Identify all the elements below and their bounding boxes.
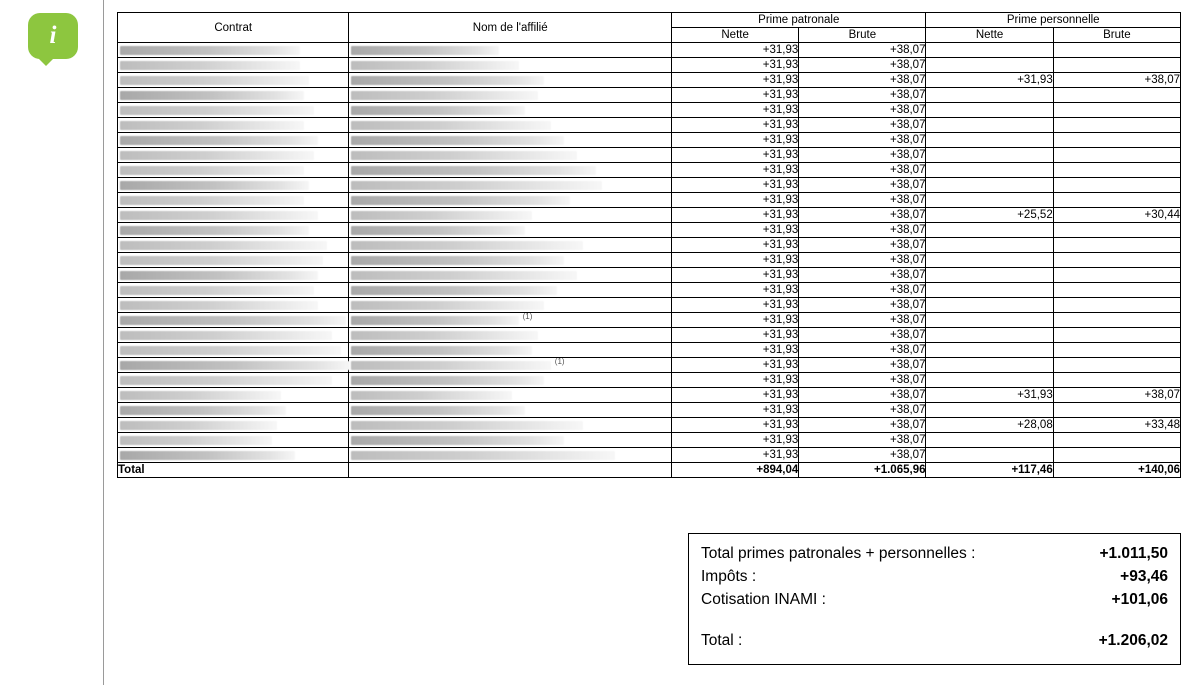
cell-personnelle-nette	[926, 403, 1053, 418]
cell-patronale-brute: +38,07	[799, 283, 926, 298]
cell-contrat	[118, 283, 349, 298]
cell-personnelle-nette: +25,52	[926, 208, 1053, 223]
cell-nom-affilie	[349, 88, 672, 103]
table-row[interactable]	[118, 268, 1181, 283]
cell-personnelle-brute	[1053, 223, 1180, 238]
cell-contrat	[118, 73, 349, 88]
table-row[interactable]	[118, 328, 1181, 343]
table-row[interactable]	[118, 358, 1181, 373]
cell-patronale-nette: +31,93	[672, 73, 799, 88]
cell-patronale-brute: +38,07	[799, 418, 926, 433]
cell-patronale-nette: +31,93	[672, 118, 799, 133]
cell-patronale-brute: +38,07	[799, 118, 926, 133]
table-row[interactable]	[118, 118, 1181, 133]
cell-nom-affilie	[349, 178, 672, 193]
cell-patronale-brute: +38,07	[799, 403, 926, 418]
cell-patronale-brute: +38,07	[799, 433, 926, 448]
vertical-divider	[103, 0, 104, 685]
table-row[interactable]	[118, 148, 1181, 163]
cell-personnelle-brute	[1053, 253, 1180, 268]
cell-patronale-brute: +38,07	[799, 268, 926, 283]
cell-patronale-brute: +38,07	[799, 373, 926, 388]
cell-patronale-brute: +38,07	[799, 58, 926, 73]
cell-personnelle-brute	[1053, 118, 1180, 133]
cell-patronale-brute: +38,07	[799, 313, 926, 328]
cell-nom-affilie	[349, 373, 672, 388]
column-header-prime-patronale: Prime patronale	[672, 13, 926, 28]
cell-patronale-brute: +38,07	[799, 88, 926, 103]
table-row[interactable]	[118, 103, 1181, 118]
cell-nom-affilie	[349, 223, 672, 238]
total-label: Total	[118, 463, 349, 478]
cell-patronale-nette: +31,93	[672, 253, 799, 268]
column-header-personnelle-nette: Nette	[926, 28, 1053, 43]
cell-personnelle-nette	[926, 253, 1053, 268]
cell-patronale-brute: +38,07	[799, 73, 926, 88]
cell-contrat	[118, 373, 349, 388]
premiums-table	[117, 12, 1181, 478]
cell-personnelle-nette	[926, 433, 1053, 448]
cell-patronale-brute: +38,07	[799, 358, 926, 373]
cell-nom-affilie	[349, 328, 672, 343]
cell-personnelle-brute	[1053, 238, 1180, 253]
cell-personnelle-nette	[926, 103, 1053, 118]
cell-contrat	[118, 253, 349, 268]
cell-patronale-nette: +31,93	[672, 328, 799, 343]
cell-personnelle-brute	[1053, 268, 1180, 283]
cell-personnelle-nette	[926, 238, 1053, 253]
cell-contrat	[118, 193, 349, 208]
cell-patronale-nette: +31,93	[672, 103, 799, 118]
cell-contrat	[118, 298, 349, 313]
table-row[interactable]	[118, 88, 1181, 103]
cell-personnelle-nette	[926, 163, 1053, 178]
premiums-table-container	[117, 12, 1181, 478]
cell-personnelle-nette	[926, 313, 1053, 328]
table-row[interactable]	[118, 133, 1181, 148]
cell-personnelle-nette	[926, 328, 1053, 343]
cell-contrat	[118, 358, 349, 373]
cell-personnelle-brute	[1053, 403, 1180, 418]
cell-personnelle-brute	[1053, 133, 1180, 148]
summary-total-row	[701, 629, 1168, 652]
total-personnelle-nette: +117,46	[926, 463, 1053, 478]
cell-personnelle-brute	[1053, 313, 1180, 328]
cell-personnelle-nette	[926, 298, 1053, 313]
cell-personnelle-nette	[926, 178, 1053, 193]
cell-contrat	[118, 88, 349, 103]
cell-personnelle-brute	[1053, 163, 1180, 178]
cell-patronale-brute: +38,07	[799, 163, 926, 178]
cell-personnelle-brute	[1053, 433, 1180, 448]
cell-nom-affilie	[349, 403, 672, 418]
cell-patronale-brute: +38,07	[799, 43, 926, 58]
cell-personnelle-brute: +38,07	[1053, 388, 1180, 403]
summary-label-total: Total :	[701, 632, 743, 649]
cell-personnelle-nette	[926, 268, 1053, 283]
cell-personnelle-brute	[1053, 148, 1180, 163]
cell-nom-affilie	[349, 388, 672, 403]
cell-personnelle-nette	[926, 88, 1053, 103]
total-patronale-brute: +1.065,96	[799, 463, 926, 478]
table-header	[118, 13, 1181, 43]
cell-patronale-nette: +31,93	[672, 433, 799, 448]
cell-personnelle-brute: +33,48	[1053, 418, 1180, 433]
total-patronale-nette: +894,04	[672, 463, 799, 478]
total-blank-cell	[349, 463, 672, 478]
cell-personnelle-nette	[926, 148, 1053, 163]
cell-patronale-nette: +31,93	[672, 418, 799, 433]
cell-personnelle-brute	[1053, 358, 1180, 373]
table-row[interactable]	[118, 178, 1181, 193]
column-header-prime-personnelle: Prime personnelle	[926, 13, 1181, 28]
table-row[interactable]	[118, 343, 1181, 358]
cell-contrat	[118, 403, 349, 418]
cell-nom-affilie	[349, 283, 672, 298]
cell-contrat	[118, 43, 349, 58]
cell-patronale-nette: +31,93	[672, 373, 799, 388]
cell-personnelle-nette	[926, 58, 1053, 73]
table-footer	[118, 463, 1181, 478]
cell-nom-affilie	[349, 43, 672, 58]
table-row[interactable]	[118, 373, 1181, 388]
cell-contrat	[118, 448, 349, 463]
cell-patronale-brute: +38,07	[799, 208, 926, 223]
cell-nom-affilie	[349, 163, 672, 178]
cell-personnelle-brute	[1053, 178, 1180, 193]
summary-value-impots: +93,46	[1120, 568, 1168, 585]
footnote-marker: (1)	[522, 312, 533, 321]
cell-personnelle-brute	[1053, 103, 1180, 118]
cell-personnelle-nette: +31,93	[926, 388, 1053, 403]
cell-patronale-nette: +31,93	[672, 163, 799, 178]
cell-nom-affilie	[349, 103, 672, 118]
cell-personnelle-nette	[926, 133, 1053, 148]
cell-patronale-brute: +38,07	[799, 133, 926, 148]
summary-label-total-primes: Total primes patronales + personnelles :	[701, 545, 976, 562]
cell-personnelle-brute: +38,07	[1053, 73, 1180, 88]
cell-nom-affilie	[349, 73, 672, 88]
cell-patronale-nette: +31,93	[672, 268, 799, 283]
cell-contrat	[118, 208, 349, 223]
table-row[interactable]	[118, 58, 1181, 73]
cell-personnelle-nette	[926, 283, 1053, 298]
cell-nom-affilie	[349, 433, 672, 448]
cell-nom-affilie	[349, 253, 672, 268]
cell-personnelle-nette	[926, 358, 1053, 373]
table-row[interactable]	[118, 73, 1181, 88]
cell-patronale-brute: +38,07	[799, 148, 926, 163]
summary-value-inami: +101,06	[1111, 591, 1168, 608]
cell-personnelle-nette	[926, 43, 1053, 58]
table-total-row	[118, 463, 1181, 478]
summary-value-total-primes: +1.011,50	[1099, 545, 1168, 562]
column-header-patronale-brute: Brute	[799, 28, 926, 43]
cell-personnelle-brute	[1053, 283, 1180, 298]
cell-contrat	[118, 223, 349, 238]
cell-personnelle-nette	[926, 193, 1053, 208]
footnote-marker: (1)	[554, 357, 565, 366]
table-header-row-1	[118, 13, 1181, 28]
table-row[interactable]	[118, 433, 1181, 448]
cell-patronale-nette: +31,93	[672, 403, 799, 418]
cell-contrat	[118, 328, 349, 343]
summary-box	[688, 533, 1181, 665]
cell-nom-affilie	[349, 193, 672, 208]
cell-contrat	[118, 178, 349, 193]
cell-patronale-brute: +38,07	[799, 343, 926, 358]
cell-personnelle-brute	[1053, 58, 1180, 73]
cell-personnelle-nette	[926, 373, 1053, 388]
cell-personnelle-nette: +31,93	[926, 73, 1053, 88]
cell-personnelle-nette	[926, 223, 1053, 238]
cell-patronale-nette: +31,93	[672, 208, 799, 223]
table-row[interactable]	[118, 448, 1181, 463]
cell-patronale-brute: +38,07	[799, 298, 926, 313]
cell-contrat	[118, 163, 349, 178]
cell-personnelle-nette	[926, 343, 1053, 358]
table-row[interactable]	[118, 253, 1181, 268]
cell-contrat	[118, 133, 349, 148]
cell-personnelle-brute	[1053, 43, 1180, 58]
cell-patronale-nette: +31,93	[672, 43, 799, 58]
cell-personnelle-brute	[1053, 88, 1180, 103]
cell-contrat	[118, 433, 349, 448]
table-row[interactable]	[118, 283, 1181, 298]
cell-patronale-nette: +31,93	[672, 313, 799, 328]
cell-personnelle-nette: +28,08	[926, 418, 1053, 433]
cell-nom-affilie	[349, 343, 672, 358]
cell-patronale-nette: +31,93	[672, 298, 799, 313]
summary-row	[701, 588, 1168, 611]
cell-patronale-brute: +38,07	[799, 103, 926, 118]
table-row[interactable]	[118, 223, 1181, 238]
cell-contrat	[118, 238, 349, 253]
cell-patronale-nette: +31,93	[672, 178, 799, 193]
summary-row	[701, 542, 1168, 565]
cell-nom-affilie	[349, 268, 672, 283]
cell-patronale-brute: +38,07	[799, 193, 926, 208]
cell-personnelle-nette	[926, 118, 1053, 133]
cell-personnelle-brute	[1053, 328, 1180, 343]
table-row[interactable]	[118, 238, 1181, 253]
cell-patronale-brute: +38,07	[799, 388, 926, 403]
column-header-nom-affilie: Nom de l'affilié	[349, 13, 672, 43]
cell-patronale-brute: +38,07	[799, 178, 926, 193]
summary-value-total: +1.206,02	[1098, 632, 1168, 649]
cell-personnelle-brute	[1053, 298, 1180, 313]
cell-patronale-brute: +38,07	[799, 448, 926, 463]
summary-row	[701, 565, 1168, 588]
cell-nom-affilie	[349, 148, 672, 163]
cell-contrat	[118, 418, 349, 433]
cell-nom-affilie	[349, 133, 672, 148]
column-header-patronale-nette: Nette	[672, 28, 799, 43]
cell-contrat	[118, 268, 349, 283]
cell-contrat	[118, 148, 349, 163]
cell-patronale-nette: +31,93	[672, 133, 799, 148]
column-header-contrat: Contrat	[118, 13, 349, 43]
cell-patronale-nette: +31,93	[672, 283, 799, 298]
cell-personnelle-brute	[1053, 193, 1180, 208]
cell-patronale-nette: +31,93	[672, 193, 799, 208]
cell-patronale-nette: +31,93	[672, 388, 799, 403]
cell-nom-affilie	[349, 298, 672, 313]
summary-label-inami: Cotisation INAMI :	[701, 591, 826, 608]
cell-patronale-nette: +31,93	[672, 58, 799, 73]
cell-nom-affilie	[349, 58, 672, 73]
table-body	[118, 43, 1181, 463]
cell-patronale-brute: +38,07	[799, 253, 926, 268]
table-row[interactable]	[118, 43, 1181, 58]
summary-label-impots: Impôts :	[701, 568, 757, 585]
cell-patronale-nette: +31,93	[672, 448, 799, 463]
table-row[interactable]	[118, 163, 1181, 178]
cell-nom-affilie	[349, 208, 672, 223]
cell-nom-affilie	[349, 448, 672, 463]
cell-patronale-brute: +38,07	[799, 238, 926, 253]
cell-contrat	[118, 118, 349, 133]
summary-spacer	[701, 611, 1168, 629]
cell-nom-affilie	[349, 358, 672, 373]
cell-patronale-brute: +38,07	[799, 223, 926, 238]
table-row[interactable]	[118, 418, 1181, 433]
cell-patronale-nette: +31,93	[672, 223, 799, 238]
table-row[interactable]	[118, 313, 1181, 328]
cell-nom-affilie	[349, 238, 672, 253]
total-personnelle-brute: +140,06	[1053, 463, 1180, 478]
cell-patronale-nette: +31,93	[672, 343, 799, 358]
cell-personnelle-brute	[1053, 343, 1180, 358]
info-icon-glyph: i	[49, 22, 57, 49]
cell-personnelle-brute: +30,44	[1053, 208, 1180, 223]
cell-contrat	[118, 313, 349, 328]
cell-personnelle-brute	[1053, 373, 1180, 388]
table-row[interactable]	[118, 298, 1181, 313]
cell-nom-affilie	[349, 118, 672, 133]
cell-contrat	[118, 388, 349, 403]
table-row[interactable]	[118, 208, 1181, 223]
column-header-personnelle-brute: Brute	[1053, 28, 1180, 43]
cell-contrat	[118, 58, 349, 73]
cell-contrat	[118, 343, 349, 358]
left-rail	[0, 0, 104, 685]
table-row[interactable]	[118, 388, 1181, 403]
cell-personnelle-brute	[1053, 448, 1180, 463]
cell-patronale-nette: +31,93	[672, 88, 799, 103]
cell-personnelle-nette	[926, 448, 1053, 463]
cell-nom-affilie	[349, 418, 672, 433]
table-row[interactable]	[118, 193, 1181, 208]
cell-patronale-nette: +31,93	[672, 238, 799, 253]
cell-patronale-nette: +31,93	[672, 148, 799, 163]
table-row[interactable]	[118, 403, 1181, 418]
cell-contrat	[118, 103, 349, 118]
cell-nom-affilie	[349, 313, 672, 328]
info-icon[interactable]	[28, 13, 78, 59]
cell-patronale-brute: +38,07	[799, 328, 926, 343]
cell-patronale-nette: +31,93	[672, 358, 799, 373]
